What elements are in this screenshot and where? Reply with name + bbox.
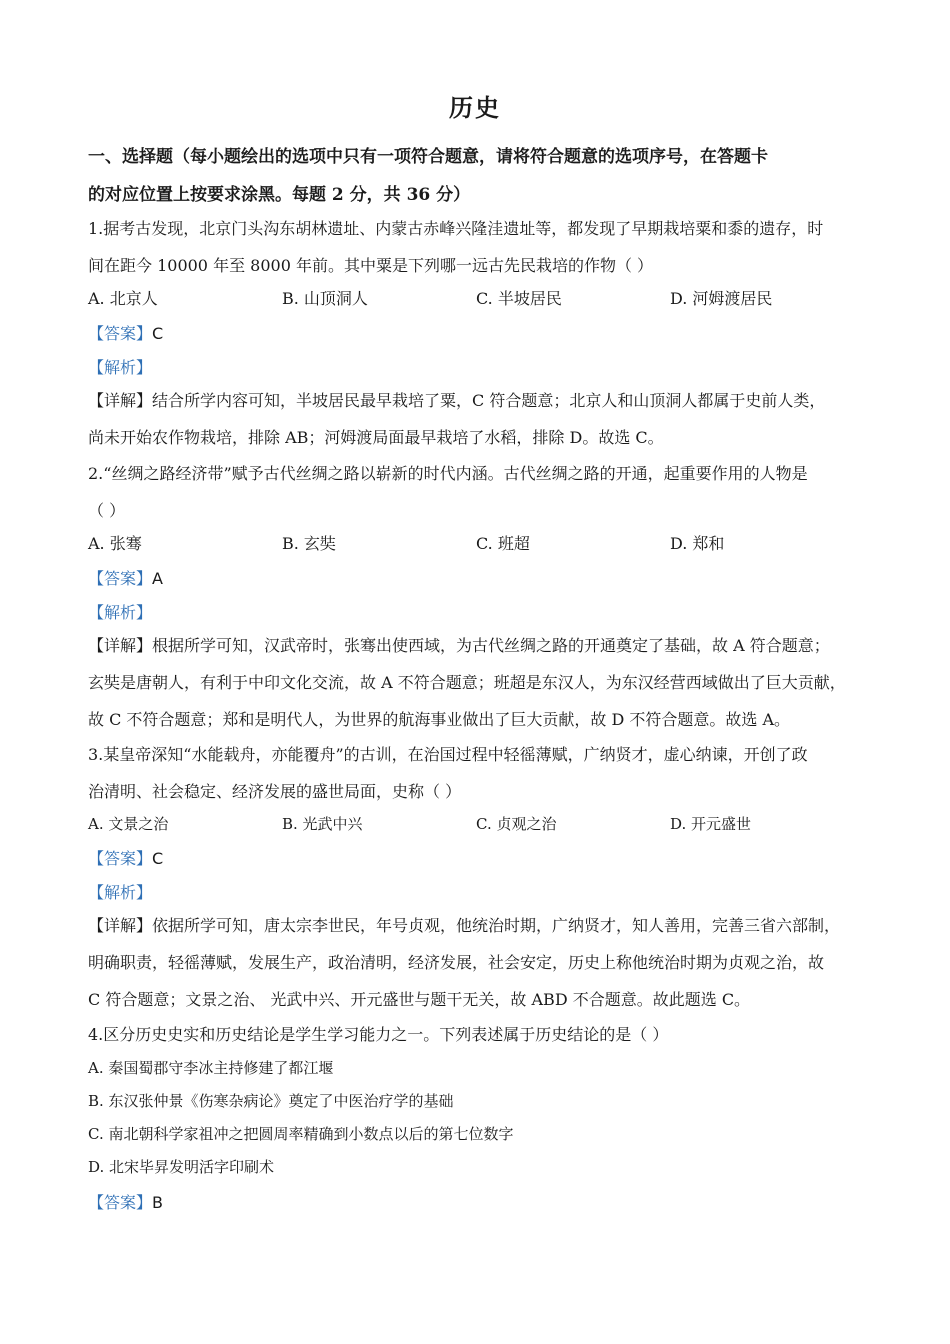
- section-heading-line-2: 的对应位置上按要求涂黑。每题 2 分，共 36 分）: [88, 185, 471, 205]
- section-heading-line-1: 一、选择题（每小题绘出的选项中只有一项符合题意，请将符合题意的选项序号，在答题卡: [88, 147, 768, 167]
- question-4-line-1: 4.区分历史史实和历史结论是学生学习能力之一。下列表述属于历史结论的是（ ）: [88, 1025, 669, 1044]
- question-3-answer: 【答案】C: [88, 849, 164, 868]
- question-2-option-c: C. 班超: [476, 534, 530, 553]
- question-1-option-b: B. 山顶洞人: [282, 289, 368, 308]
- question-3-option-a: A. 文景之治: [88, 815, 169, 833]
- question-2-detail-line-2: 玄奘是唐朝人，有利于中印文化交流，故 A 不符合题意；班超是东汉人，为东汉经营西域做出了巨大贡献，: [88, 673, 846, 692]
- question-3-option-d: D. 开元盛世: [670, 815, 752, 833]
- question-2-option-a: A. 张骞: [88, 534, 142, 553]
- question-2-analysis-label: 【解析】: [88, 603, 153, 622]
- question-1-option-a: A. 北京人: [88, 289, 158, 308]
- question-3-detail-line-1: 【详解】依据所学可知，唐太宗李世民，年号贞观，他统治时期，广纳贤才，知人善用，完善三省六部制，: [88, 916, 841, 935]
- question-1-option-d: D. 河姆渡居民: [670, 289, 773, 308]
- question-2-detail-line-1: 【详解】根据所学可知，汉武帝时，张骞出使西域，为古代丝绸之路的开通奠定了基础，故 A 符合题意；: [88, 636, 830, 655]
- answer-value: C: [152, 324, 164, 343]
- question-4-option-a: A. 秦国蜀郡守李冰主持修建了都江堰: [88, 1059, 334, 1077]
- question-1-analysis-label: 【解析】: [88, 358, 153, 377]
- question-4-option-d: D. 北宋毕昇发明活字印刷术: [88, 1158, 275, 1176]
- answer-label: 【答案】: [88, 324, 153, 343]
- question-4-option-b: B. 东汉张仲景《伤寒杂病论》奠定了中医治疗学的基础: [88, 1092, 454, 1110]
- question-3-detail-line-2: 明确职责，轻徭薄赋，发展生产，政治清明，经济发展，社会安定，历史上称他统治时期为贞观之治，故: [88, 953, 825, 972]
- question-3-line-2: 治清明、社会稳定、经济发展的盛世局面，史称（ ）: [88, 782, 462, 801]
- question-2-line-2: （ ）: [88, 501, 126, 520]
- question-1-line-2: 间在距今 10000 年至 8000 年前。其中粟是下列哪一远古先民栽培的作物（ ）: [88, 256, 654, 275]
- question-1-detail-line-2: 尚未开始农作物栽培，排除 AB；河姆渡局面最早栽培了水稻，排除 D。故选 C。: [88, 428, 664, 447]
- question-3-analysis-label: 【解析】: [88, 883, 153, 902]
- question-4-option-c: C. 南北朝科学家祖冲之把圆周率精确到小数点以后的第七位数字: [88, 1125, 514, 1143]
- question-3-line-1: 3.某皇帝深知“水能载舟，亦能覆舟”的古训，在治国过程中轻徭薄赋，广纳贤才，虚心纳谏，开创了政: [88, 745, 808, 764]
- question-3-option-b: B. 光武中兴: [282, 815, 363, 833]
- question-2-detail-line-3: 故 C 不符合题意；郑和是明代人，为世界的航海事业做出了巨大贡献，故 D 不符合题意。故选 A。: [88, 710, 791, 729]
- question-2-answer: 【答案】A: [88, 569, 163, 588]
- question-1-detail-line-1: 【详解】结合所学内容可知，半坡居民最早栽培了粟，C 符合题意；北京人和山顶洞人都属于史前人类，: [88, 391, 826, 410]
- question-2-option-d: D. 郑和: [670, 534, 725, 553]
- question-3-option-c: C. 贞观之治: [476, 815, 557, 833]
- question-3-detail-line-3: C 符合题意；文景之治、 光武中兴、开元盛世与题干无关，故 ABD 不合题意。故此题选 C。: [88, 990, 751, 1009]
- detail-label: 【详解】: [88, 391, 153, 410]
- page-title: 历史: [449, 93, 501, 122]
- question-4-answer: 【答案】B: [88, 1193, 163, 1212]
- question-1-answer: [88, 321, 878, 344]
- question-2-line-1: 2.“丝绸之路经济带”赋予古代丝绸之路以崭新的时代内涵。古代丝绸之路的开通，起重要作用的人物是: [88, 464, 808, 483]
- question-2-option-b: B. 玄奘: [282, 534, 336, 553]
- question-1-line-1: 1.据考古发现，北京门头沟东胡林遗址、内蒙古赤峰兴隆洼遗址等，都发现了早期栽培粟和黍的遗存，时: [88, 219, 824, 238]
- question-1-option-c: C. 半坡居民: [476, 289, 562, 308]
